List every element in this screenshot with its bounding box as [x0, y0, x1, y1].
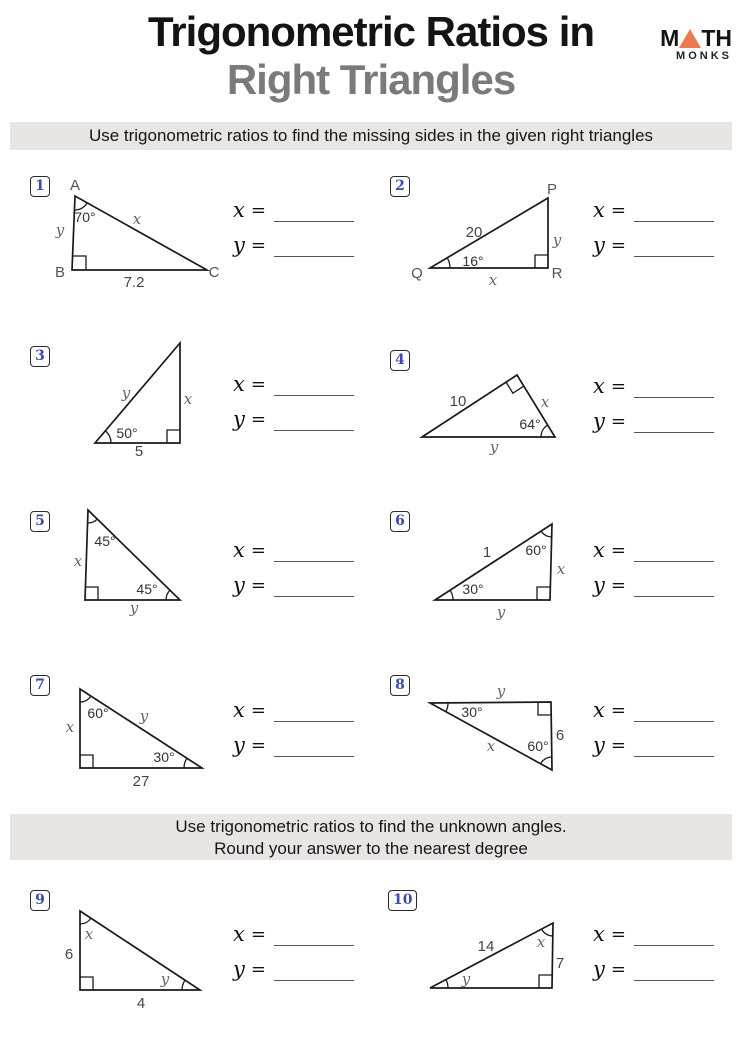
math-monks-logo: [637, 26, 732, 62]
side-label-y: y: [129, 599, 139, 617]
angle-arc-top: [80, 696, 91, 702]
vertex-label-C: C: [208, 264, 220, 281]
problem-7-answers: [233, 698, 354, 768]
triangle-figure-1: [52, 177, 227, 295]
right-angle-marker: [85, 587, 98, 600]
angle-arc-right: [166, 590, 170, 600]
triangle-outline: [85, 510, 180, 600]
answer-blank-y[interactable]: [274, 576, 354, 597]
right-angle-marker: [167, 430, 180, 443]
angle-label-x: x: [84, 925, 94, 943]
angle-arc: [105, 431, 111, 443]
equals-sign: =: [610, 411, 626, 432]
answer-x-var: x: [593, 538, 605, 562]
answer-x-var: x: [593, 698, 605, 722]
answer-row-y: [593, 957, 714, 981]
triangle-outline: [72, 196, 207, 270]
logo-th: TH: [701, 25, 732, 51]
equals-sign: =: [610, 924, 626, 945]
answer-blank-x[interactable]: [274, 375, 354, 396]
right-angle-marker: [506, 382, 524, 393]
angle-label-y: y: [461, 970, 471, 988]
angle-arc-left: [446, 703, 448, 712]
answer-row-y: [593, 733, 714, 757]
problem-4-number: 4: [390, 350, 410, 371]
page-title-line1: Trigonometric Ratios in: [147, 8, 595, 55]
triangle-outline: [435, 524, 552, 600]
angle-label-left: 30°: [462, 581, 484, 597]
equals-sign: =: [610, 700, 626, 721]
side-label-right: 7: [555, 955, 565, 972]
answer-row-y: [593, 573, 714, 597]
answer-row-y: [233, 733, 354, 757]
answer-y-var: y: [233, 957, 245, 981]
right-angle-marker: [80, 755, 93, 768]
equals-sign: =: [610, 735, 626, 756]
vertex-label-R: R: [551, 265, 563, 282]
logo-triangle-icon: [679, 29, 701, 48]
answer-row-y: [233, 407, 354, 431]
problem-7-number: 7: [30, 675, 50, 696]
instructions-banner-2: [10, 814, 732, 860]
answer-row-y: [593, 409, 714, 433]
triangle-figure-9: [55, 895, 225, 1015]
angle-label: 16°: [462, 253, 484, 269]
equals-sign: =: [610, 959, 626, 980]
logo-monks: MONKS: [676, 50, 732, 62]
equals-sign: =: [250, 959, 266, 980]
triangle-outline: [80, 911, 200, 990]
problem-1-number: 1: [30, 176, 50, 197]
triangle-figure-4: [405, 355, 585, 460]
answer-x-var: x: [593, 374, 605, 398]
answer-blank-x[interactable]: [634, 541, 714, 562]
problem-2-number: 2: [390, 176, 410, 197]
equals-sign: =: [250, 200, 266, 221]
side-label-base: 27: [132, 773, 150, 790]
answer-blank-x[interactable]: [274, 201, 354, 222]
triangle-figure-5: [60, 505, 195, 623]
problem-1-answers: [233, 198, 354, 268]
side-label-base: 4: [136, 995, 146, 1012]
problem-8-number: 8: [390, 675, 410, 696]
answer-blank-x[interactable]: [634, 201, 714, 222]
vertex-label-A: A: [69, 177, 81, 194]
vertex-label-Q: Q: [411, 265, 423, 282]
logo-m: M: [660, 25, 680, 51]
problem-8-answers: [593, 698, 714, 768]
page-title-line2: Right Triangles: [226, 56, 516, 103]
triangle-figure-6: [415, 515, 585, 627]
answer-row-x: [593, 374, 714, 398]
side-label-y: y: [552, 231, 562, 249]
answer-y-var: y: [593, 409, 605, 433]
instructions-banner-2-line1: Use trigonometric ratios to find the unknown angles.: [175, 817, 567, 836]
angle-arc-left: [446, 980, 448, 988]
side-label-x: x: [488, 271, 498, 289]
side-label-x: x: [486, 737, 496, 755]
problem-5-number: 5: [30, 511, 50, 532]
side-label-x: x: [73, 552, 83, 570]
answer-blank-y[interactable]: [634, 736, 714, 757]
angle-label-right: 30°: [153, 749, 175, 765]
answer-y-var: y: [593, 957, 605, 981]
answer-blank-y[interactable]: [634, 960, 714, 981]
angle-arc-right: [182, 980, 185, 990]
problem-3-number: 3: [30, 346, 50, 367]
side-label-y: y: [496, 603, 506, 621]
triangle-figure-8: [410, 680, 585, 780]
answer-y-var: y: [233, 733, 245, 757]
instructions-banner-1: Use trigonometric ratios to find the missing sides in the given right triangles: [10, 122, 732, 150]
answer-blank-y[interactable]: [634, 236, 714, 257]
right-angle-marker: [80, 977, 93, 990]
answer-x-var: x: [233, 922, 245, 946]
side-label-hyp: 14: [477, 938, 495, 955]
answer-row-y: [233, 573, 354, 597]
triangle-outline: [430, 198, 548, 268]
problem-9-number: 9: [30, 890, 50, 911]
angle-label-y: y: [160, 970, 170, 988]
angle-label-left: 30°: [461, 704, 483, 720]
triangle-outline: [430, 702, 552, 770]
answer-row-y: [593, 233, 714, 257]
angle-arc: [447, 258, 450, 268]
equals-sign: =: [610, 575, 626, 596]
answer-x-var: x: [233, 198, 245, 222]
angle-label-x: x: [536, 933, 546, 951]
right-angle-marker: [539, 975, 552, 988]
answer-blank-x[interactable]: [274, 925, 354, 946]
answer-blank-y[interactable]: [634, 412, 714, 433]
problem-5-answers: [233, 538, 354, 608]
angle-label: 50°: [116, 425, 138, 441]
answer-x-var: x: [233, 372, 245, 396]
answer-blank-x[interactable]: [634, 377, 714, 398]
equals-sign: =: [250, 540, 266, 561]
answer-y-var: y: [233, 233, 245, 257]
angle-label-top: 60°: [87, 705, 109, 721]
answer-x-var: x: [233, 538, 245, 562]
triangle-figure-2: [405, 181, 580, 290]
equals-sign: =: [250, 409, 266, 430]
side-label-y: y: [496, 682, 506, 700]
answer-y-var: y: [593, 573, 605, 597]
side-label-y: y: [139, 707, 149, 725]
side-label-left: 6: [64, 946, 74, 963]
angle-arc-left: [450, 590, 453, 600]
equals-sign: =: [250, 374, 266, 395]
equals-sign: =: [250, 575, 266, 596]
answer-blank-y[interactable]: [274, 236, 354, 257]
side-label-hyp: 20: [465, 224, 483, 241]
problem-10-answers: [593, 922, 714, 992]
side-label-x: x: [132, 210, 142, 228]
triangle-outline: [430, 923, 553, 988]
equals-sign: =: [610, 235, 626, 256]
side-label-base: 7.2: [123, 274, 145, 291]
angle-label-right: 45°: [136, 581, 158, 597]
side-label-y: y: [55, 221, 65, 239]
equals-sign: =: [250, 924, 266, 945]
problem-10-number: 10: [388, 890, 417, 911]
problem-2-answers: [593, 198, 714, 268]
side-label-hyp: 10: [449, 393, 467, 410]
answer-x-var: x: [593, 922, 605, 946]
equals-sign: =: [610, 540, 626, 561]
answer-blank-x[interactable]: [274, 701, 354, 722]
problem-9-answers: [233, 922, 354, 992]
angle-arc: [541, 425, 548, 437]
problem-6-answers: [593, 538, 714, 608]
answer-row-x: [593, 538, 714, 562]
equals-sign: =: [610, 200, 626, 221]
problem-4-answers: [593, 374, 714, 444]
angle-label-top: 60°: [525, 542, 547, 558]
answer-y-var: y: [593, 733, 605, 757]
answer-y-var: y: [233, 407, 245, 431]
triangle-figure-7: [55, 680, 225, 792]
answer-row-x: [233, 698, 354, 722]
answer-row-x: [593, 698, 714, 722]
angle-arc-right: [184, 758, 187, 768]
vertex-label-B: B: [54, 264, 66, 281]
right-angle-marker: [538, 702, 551, 715]
problem-6-number: 6: [390, 511, 410, 532]
answer-blank-x[interactable]: [274, 541, 354, 562]
equals-sign: =: [250, 235, 266, 256]
triangle-figure-10: [415, 900, 585, 1008]
right-angle-marker: [537, 587, 550, 600]
answer-row-x: [593, 198, 714, 222]
answer-blank-y[interactable]: [274, 736, 354, 757]
right-angle-marker: [72, 256, 86, 270]
side-label-x: x: [65, 718, 75, 736]
answer-x-var: x: [233, 698, 245, 722]
angle-arc-top: [541, 531, 552, 537]
angle-label-top: 45°: [94, 533, 116, 549]
side-label-base: 5: [134, 443, 144, 460]
side-label-x: x: [540, 393, 550, 411]
angle-label: 64°: [519, 416, 541, 432]
answer-row-y: [233, 233, 354, 257]
vertex-label-P: P: [546, 181, 558, 198]
equals-sign: =: [250, 700, 266, 721]
side-label-right: 6: [555, 727, 565, 744]
instructions-banner-2-line2: Round your answer to the nearest degree: [214, 839, 528, 858]
side-label-x: x: [556, 560, 566, 578]
side-label-y: y: [489, 438, 499, 456]
equals-sign: =: [610, 376, 626, 397]
triangle-figure-3: [75, 338, 215, 463]
answer-row-x: [233, 538, 354, 562]
answer-row-x: [233, 372, 354, 396]
right-angle-marker: [535, 255, 548, 268]
angle-arc-top: [80, 918, 91, 924]
answer-row-x: [233, 198, 354, 222]
angle-label: 70°: [74, 209, 96, 225]
answer-blank-y[interactable]: [274, 960, 354, 981]
answer-row-x: [233, 922, 354, 946]
triangle-outline: [80, 689, 202, 768]
answer-blank-y[interactable]: [274, 410, 354, 431]
logo-top-row: [637, 26, 732, 50]
answer-blank-x[interactable]: [634, 701, 714, 722]
side-label-y: y: [121, 384, 131, 402]
answer-blank-y[interactable]: [634, 576, 714, 597]
answer-row-x: [593, 922, 714, 946]
answer-y-var: y: [593, 233, 605, 257]
equals-sign: =: [250, 735, 266, 756]
answer-row-y: [233, 957, 354, 981]
answer-blank-x[interactable]: [634, 925, 714, 946]
angle-arc-bottom: [541, 757, 552, 764]
angle-label-bottom: 60°: [527, 738, 549, 754]
problem-3-answers: [233, 372, 354, 442]
side-label-hyp: 1: [482, 544, 492, 561]
side-label-x: x: [183, 390, 193, 408]
answer-x-var: x: [593, 198, 605, 222]
answer-y-var: y: [233, 573, 245, 597]
angle-arc-top: [88, 519, 98, 523]
